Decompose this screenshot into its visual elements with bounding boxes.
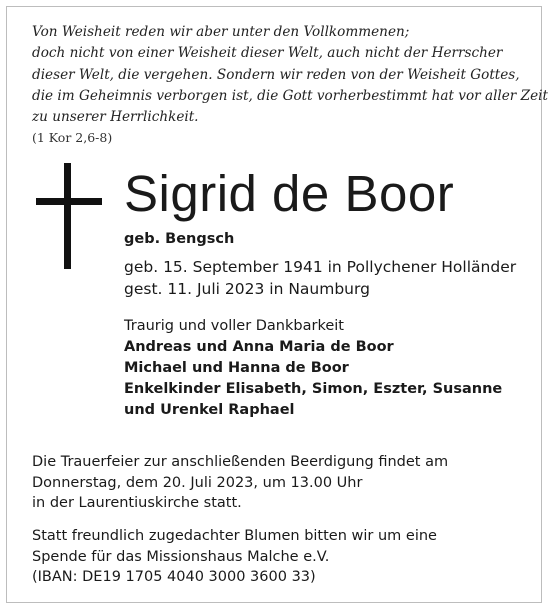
mourners-intro: Traurig und voller Dankbarkeit [124,318,344,334]
deceased-name: Sigrid de Boor [124,165,455,222]
funeral-line: Donnerstag, dem 20. Juli 2023, um 13.00 Uhr [32,474,363,491]
mourner-line: und Urenkel Raphael [124,402,295,418]
funeral-line: in der Laurentiuskirche statt. [32,495,242,511]
quote-reference: (1 Kor 2,6-8) [32,130,113,146]
bible-quote [32,22,548,148]
mourner-line: Andreas und Anna Maria de Boor [124,339,394,355]
mourner-line: Michael und Hanna de Boor [124,360,349,376]
quote-line: dieser Welt, die vergehen. Sondern wir reden von der Weisheit Gottes, [32,66,520,83]
quote-line: die im Geheimnis verborgen ist, die Gott vorherbestimmt hat vor aller Zeit [32,87,548,104]
quote-line: doch nicht von einer Weisheit dieser Welt, auch nicht der Herrscher [32,45,503,62]
mourners-block [124,316,502,421]
funeral-info [32,452,448,514]
mourner-line: Enkelkinder Elisabeth, Simon, Eszter, Susanne [124,381,503,397]
life-dates [124,256,516,300]
quote-line: zu unserer Herrlichkeit. [32,109,199,126]
donation-line: Spende für das Missionshaus Malche e.V. [32,548,330,565]
quote-line: Von Weisheit reden wir aber unter den Vollkommenen; [32,24,410,40]
cross-icon [36,163,102,269]
donation-line: Statt freundlich zugedachter Blumen bitten wir um eine [32,528,437,544]
donation-info [32,526,437,588]
donation-iban: (IBAN: DE19 1705 4040 3000 3600 33) [32,569,316,585]
death-date: gest. 11. Juli 2023 in Naumburg [124,280,370,298]
birth-name: geb. Bengsch [124,231,235,247]
birth-date: geb. 15. September 1941 in Pollychener Holländer [124,258,517,276]
funeral-line: Die Trauerfeier zur anschließenden Beerdigung findet am [32,454,449,470]
